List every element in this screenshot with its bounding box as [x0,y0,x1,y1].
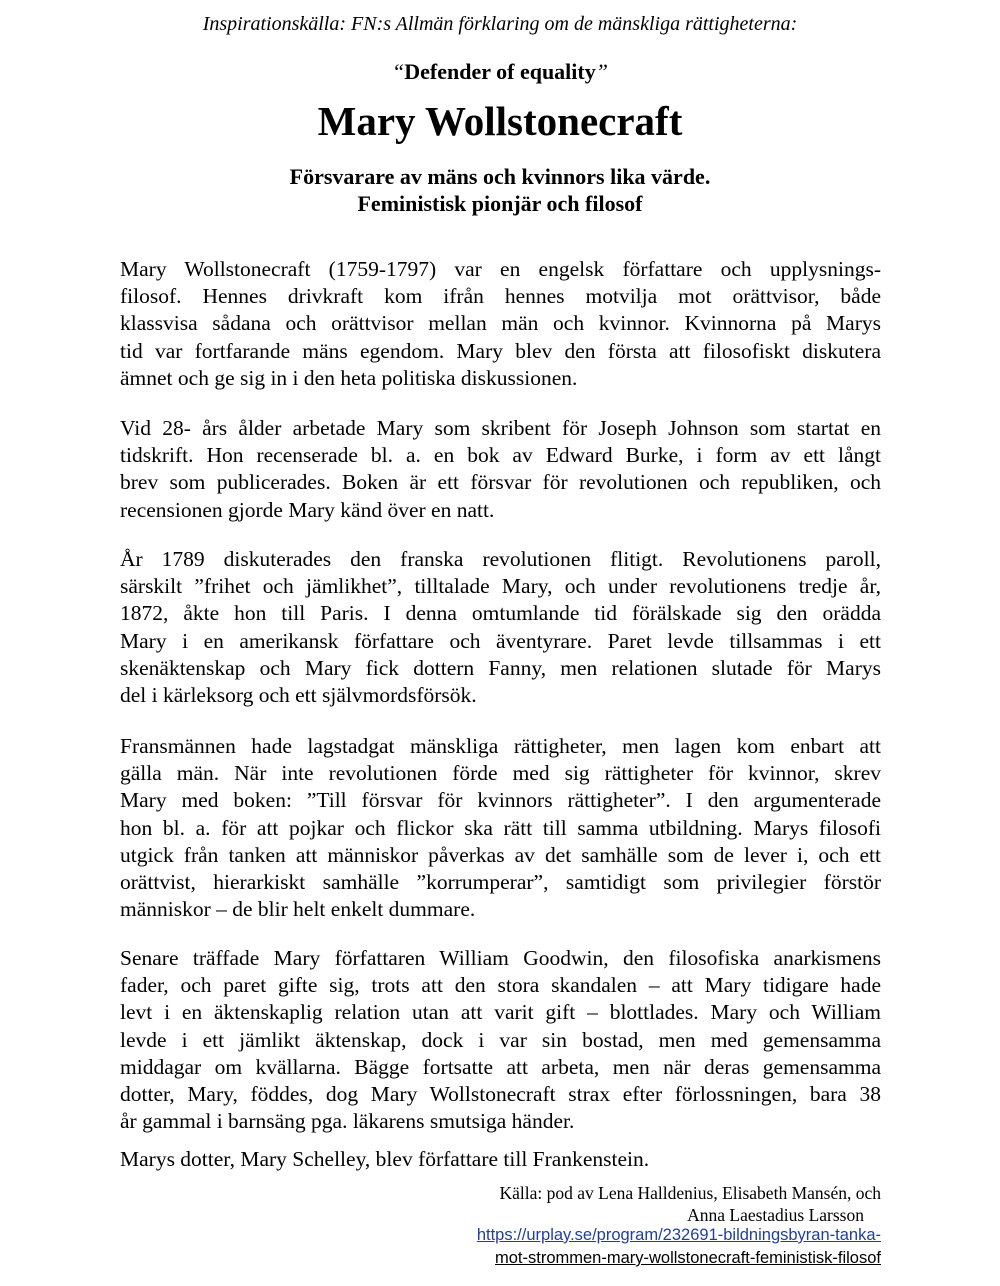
inspiration-source-line: Inspirationskälla: FN:s Allmän förklaring om de mänskliga rättigheterna: [202,13,798,35]
paragraph-line: år gammal i barnsäng pga. läkarens smutsiga händer. [120,1109,575,1134]
paragraph-line: Fransmännen hade lagstadgat mänskliga rättigheter, men lagen kom enbart att [120,734,881,758]
paragraph-line: utgick från tanken att människor påverkas av det samhälle som de lever i, och ett [120,842,881,867]
paragraph-line: Mary med boken: ”Till försvar för kvinnors rättigheter”. I den argumenterade [120,788,881,813]
paragraph-line: levde i ett jämlikt äktenskap, dock i var sin bostad, men med gemensamma [120,1027,881,1052]
source-url-line-1[interactable]: https://urplay.se/program/232691-bildningsbyran-tanka- [476,1226,881,1244]
page-title: Mary Wollstonecraft [317,98,683,144]
paragraph-line: År 1789 diskuterades den franska revolutionen flitigt. Revolutionens paroll, [120,547,881,571]
paragraph-line: tidskrift. Hon recenserade bl. a. en bok av Edward Burke, i form av ett långt [120,443,881,468]
paragraph-line: orättvist, hierarkiskt samhälle ”korrumperar”, samtidigt som privilegier förstör [120,870,881,895]
paragraph-line: middagar om kvällarna. Bägge fortsatte att arbeta, men när deras gemensamma [120,1054,881,1079]
paragraph-line: tid var fortfarande mäns egendom. Mary blev den första att filosofiskt diskutera [120,338,881,363]
paragraph-line: fader, och paret gifte sig, trots att den stora skandalen – att Mary tidigare hade [120,973,881,998]
subtitle-2: Feministisk pionjär och filosof [357,191,643,216]
quote-title-text: Defender of equality [404,59,596,84]
paragraph-line: skenäktenskap och Mary fick dottern Fanny, men relationen slutade för Marys [120,655,881,680]
paragraph-line: Senare träffade Mary författaren William Goodwin, den filosofiska anarkismens [120,946,881,970]
quote-title [0,58,1000,86]
paragraph-line: klassvisa sådana och orättvisor mellan män och kvinnor. Kvinnorna på Marys [120,311,881,336]
paragraph-5 [120,945,881,1135]
paragraph-line: Vid 28- års ålder arbetade Mary som skribent för Joseph Johnson som startat en [120,416,881,440]
paragraph-4 [120,733,881,923]
subtitle-1: Försvarare av mäns och kvinnors lika värde. [289,164,711,189]
paragraph-1 [120,256,881,392]
quote-open-mark: “ [392,59,405,84]
paragraph-line: del i kärleksorg och ett självmordsförsök. [120,683,477,708]
paragraph-line: recensionen gjorde Mary känd över en natt. [120,497,495,522]
paragraph-line: Mary i en amerikansk författare och äventyrare. Paret levde tillsammas i ett [120,628,881,653]
source-url-line-2[interactable]: mot-strommen-mary-wollstonecraft-feministisk-filosof [495,1249,881,1267]
paragraph-line: människor – de blir helt enkelt dummare. [120,897,476,922]
source-credit [500,1182,882,1226]
paragraph-line: brev som publicerades. Boken är ett försvar för revolutionen och republiken, och [120,470,881,495]
paragraph-line: särskilt ”frihet och jämlikhet”, tilltalade Mary, och under revolutionens tredje år, [120,574,881,599]
paragraph-line: Mary Wollstonecraft (1759-1797) var en engelsk författare och upplysnings- [120,257,881,281]
paragraph-3 [120,546,881,709]
paragraph-line: 1872, åkte hon till Paris. I denna omtumlande tid förälskade sig den orädda [120,601,881,626]
paragraph-line: gälla män. När inte revolutionen förde med sig rättigheter för kvinnor, skrev [120,761,881,786]
paragraph-line: ämnet och ge sig in i den heta politiska diskussionen. [120,365,578,390]
paragraph-line: Marys dotter, Mary Schelley, blev författare till Frankenstein. [120,1147,650,1171]
paragraph-2 [120,415,881,524]
paragraph-line: levt i en äktenskaplig relation utan att varit gift – blottlades. Mary och William [120,1000,881,1025]
source-link[interactable] [477,1224,881,1270]
paragraph-line: hon bl. a. för att pojkar och flickor ska rätt till samma utbildning. Marys filosofi [120,815,881,840]
source-line-1: Källa: pod av Lena Halldenius, Elisabeth Mansén, och [499,1183,881,1203]
quote-close-mark: ” [595,59,608,84]
source-line-2: Anna Laestadius Larsson [687,1205,864,1225]
paragraph-6 [120,1146,881,1173]
paragraph-line: dotter, Mary, föddes, dog Mary Wollstonecraft strax efter förlossningen, bara 38 [120,1082,881,1107]
paragraph-line: filosof. Hennes drivkraft kom ifrån hennes motvilja mot orättvisor, både [120,284,881,309]
